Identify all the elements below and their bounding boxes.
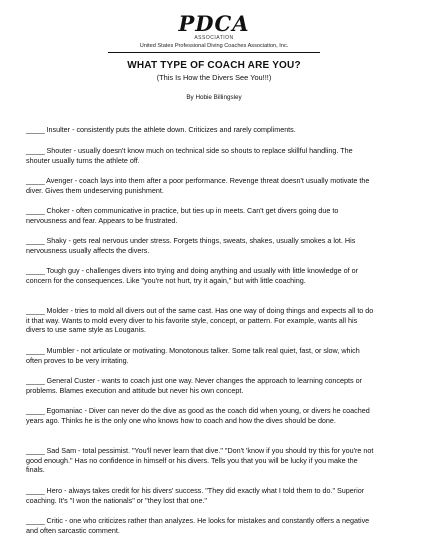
answer-blank: _____ bbox=[26, 125, 45, 134]
coach-type-item bbox=[26, 266, 374, 285]
coach-type-item bbox=[26, 376, 374, 395]
answer-blank: _____ bbox=[26, 176, 45, 185]
answer-blank: _____ bbox=[26, 446, 45, 455]
document-title: WHAT TYPE OF COACH ARE YOU? bbox=[127, 60, 301, 71]
coach-type-text: Shaky - gets real nervous under stress. Forgets things, sweats, shakes, usually smokes a lot. His nervousness usually affects the divers. bbox=[26, 236, 356, 255]
organization-line: United States Professional Diving Coaches Association, Inc. bbox=[139, 43, 289, 49]
answer-blank: _____ bbox=[26, 236, 45, 245]
document-subtitle: (This Is How the Divers See You!!!) bbox=[156, 73, 272, 82]
coach-type-text: Shouter - usually doesn't know much on technical side so shouts to replace skillful handling. The shouter usually turns the athlete off. bbox=[26, 146, 353, 165]
answer-blank: _____ bbox=[26, 146, 45, 155]
coach-type-text: Tough guy - challenges divers into trying and doing anything and usually with little knowledge of or concern for the consequences. Like "you're not hurt, try it again," but with little coaching. bbox=[26, 266, 359, 285]
coach-type-text: Insulter - consistently puts the athlete down. Criticizes and rarely compliments. bbox=[46, 125, 296, 134]
logo-text: PDCA bbox=[178, 11, 250, 36]
answer-blank: _____ bbox=[26, 406, 45, 415]
coach-type-text: Choker - often communicative in practice, but ties up in meets. Can't get divers going due to nervousness and fear. Appears to be frustrated. bbox=[26, 206, 339, 225]
coach-type-item bbox=[26, 306, 374, 335]
coach-type-text: Avenger - coach lays into them after a poor performance. Revenge threat doesn't usually motivate the diver. Gives them undeserving punishment. bbox=[26, 176, 370, 195]
answer-blank: _____ bbox=[26, 486, 45, 495]
answer-blank: _____ bbox=[26, 516, 45, 525]
coach-type-item bbox=[26, 206, 374, 225]
answer-blank: _____ bbox=[26, 266, 45, 275]
coach-type-item bbox=[26, 406, 374, 425]
coach-type-item bbox=[26, 346, 374, 365]
header-divider bbox=[108, 52, 320, 53]
coach-type-item bbox=[26, 146, 374, 165]
answer-blank: _____ bbox=[26, 306, 45, 315]
coach-type-text: Egomaniac - Diver can never do the dive as good as the coach did when young, or divers he coached years ago. Thinks he is the only one who knows how to coach and how the dives should be done. bbox=[26, 406, 370, 425]
coach-type-text: Hero - always takes credit for his divers' success. "They did exactly what I told them to do." Superior coaching. It's "I won the nationals" or "they lost that one." bbox=[26, 486, 365, 505]
coach-type-text: Sad Sam - total pessimist. "You'll never learn that dive." "Don't 'know if you should try this for you're not good enough." Has no confidence in himself or his divers. Tells you that you will be lucky if you make the finals. bbox=[26, 446, 374, 475]
coach-type-text: General Custer - wants to coach just one way. Never changes the approach to learning concepts or problems. Blames execution and attitude but never his own concept. bbox=[26, 376, 362, 395]
coach-type-text: Mumbler - not articulate or motivating. Monotonous talker. Some talk real quiet, fast, or slow, which often proves to be very irritating. bbox=[26, 346, 360, 365]
author-byline: By Hobie Billingsley bbox=[186, 94, 242, 101]
coach-type-item bbox=[26, 516, 374, 535]
coach-type-item bbox=[26, 125, 374, 135]
logo-subtext: ASSOCIATION bbox=[194, 35, 234, 41]
answer-blank: _____ bbox=[26, 376, 45, 385]
answer-blank: _____ bbox=[26, 206, 45, 215]
coach-type-text: Critic - one who criticizes rather than analyzes. He looks for mistakes and constantly offers a negative and often sarcastic comment. bbox=[26, 516, 370, 535]
coach-type-item bbox=[26, 236, 374, 255]
coach-type-item bbox=[26, 486, 374, 505]
answer-blank: _____ bbox=[26, 346, 45, 355]
coach-type-text: Molder - tries to mold all divers out of the same cast. Has one way of doing things and expects all to do it that way. Wants to mold every diver to his favorite style, concept, or pattern. For example, wants all his divers to use same style as Louganis. bbox=[26, 306, 374, 335]
coach-type-item bbox=[26, 446, 374, 475]
pdca-logo bbox=[168, 12, 260, 44]
coach-type-item bbox=[26, 176, 374, 195]
